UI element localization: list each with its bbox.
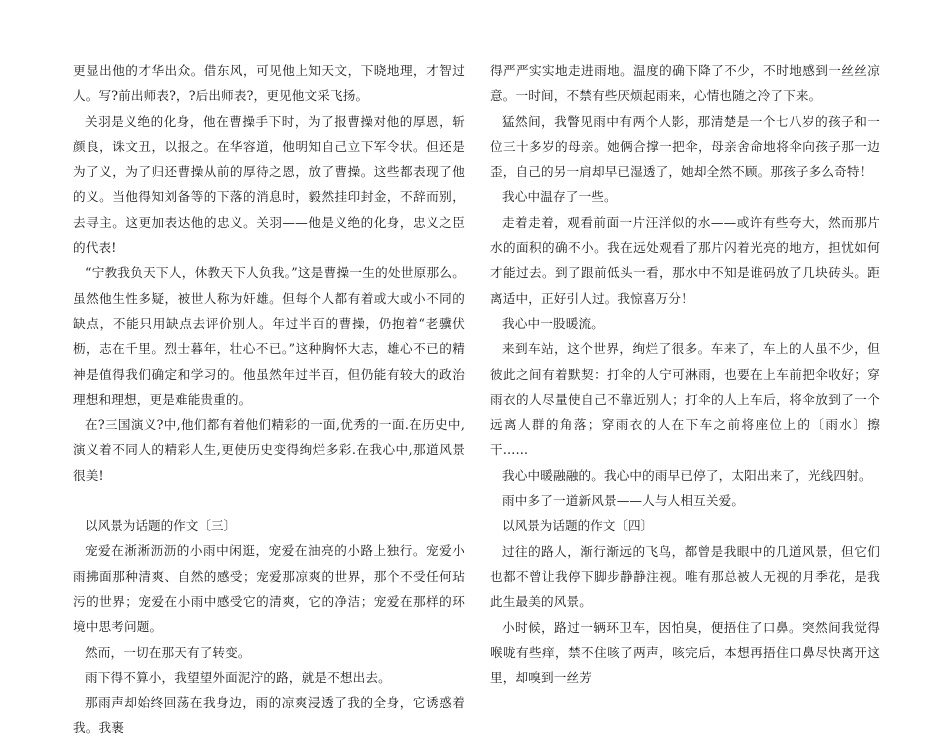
paragraph: 然而，一切在那天有了转变。	[85, 644, 251, 660]
right-column	[490, 58, 880, 690]
left-column	[73, 58, 465, 741]
paragraph: 走着走着，观看前面一片汪洋似的水——或许有些夸大，然而那片水的面积的确不小。我在远处观看了那片闪着光亮的地方，担忧如何才能过去。到了跟前低头一看，那水中不知是谁码放了几块砖头。距离适中，正好引人过。我惊喜万分！	[490, 214, 880, 306]
paragraph: 在?三国演义?中,他们都有着他们精彩的一面,优秀的一面.在历史中,演义着不同人的精彩人生,更使历史变得绚烂多彩.在我心中,那道风景很美!	[73, 417, 465, 483]
paragraph: 那雨声却始终回荡在我身边，雨的凉爽浸透了我的全身，它诱惑着我。我裹	[73, 695, 465, 736]
paragraph: 过往的路人，渐行渐远的飞鸟，都曾是我眼中的几道风景，但它们也都不曾让我停下脚步静静注视。唯有那总被人无视的月季花，是我此生最美的风景。	[490, 543, 880, 610]
paragraph: 我心中一股暖流。	[502, 315, 604, 331]
blank-line	[73, 488, 465, 513]
paragraph: 更显出他的才华出众。借东风，可见他上知天文，下晓地理，才智过人。写?前出师表?，?后出师表?，更见他文采飞扬。	[73, 63, 465, 104]
paragraph: 猛然间，我瞥见雨中有两个人影，那清楚是一个七八岁的孩子和一位三十多岁的母亲。她俩合撑一把伞，母亲舍命地将伞向孩子那一边歪，自己的另一肩却早已湿透了，她却全然不顾。那孩子多么奇特！	[490, 113, 880, 180]
paragraph: “宁教我负天下人，休教天下人负我。”这是曹操一生的处世原那么。虽然他生性多疑，被世人称为奸雄。但每个人都有着或大或小不同的缺点，不能只用缺点去评价别人。年过半百的曹操，仍抱着“老骥伏枥，志在千里。烈士暮年，壮心不已。”这种胸怀大志，雄心不已的精神是值得我们确定和学习的。他虽然年过半百，但仍能有较大的政治理想和理想，更是难能贵重的。	[73, 265, 465, 407]
paragraph: 宠爱在淅淅沥沥的小雨中闲逛，宠爱在油亮的小路上独行。宠爱小雨拂面那种清爽、自然的感受；宠爱那凉爽的世界，那个不受任何玷污的世界；宠爱在小雨中感受它的清爽，它的净洁；宠爱在那样的环境中思考问题。	[73, 543, 465, 635]
paragraph: 雨中多了一道新风景——人与人相互关爱。	[502, 493, 745, 509]
paragraph: 来到车站，这个世界，绚烂了很多。车来了，车上的人虽不少，但彼此之间有着默契：打伞的人宁可淋雨，也要在上车前把伞收好；穿雨衣的人尽量使自己不靠近别人；打伞的人上车后，将伞放到了一个远离人群的角落；穿雨衣的人在下车之前将座位上的〔雨水〕擦干……	[490, 341, 880, 458]
paragraph: 雨下得不算小，我望望外面泥泞的路，就是不想出去。	[85, 669, 391, 685]
paragraph: 我心中暖融融的。我心中的雨早已停了，太阳出来了，光线四射。	[502, 467, 872, 483]
paragraph: 关羽是义绝的化身，他在曹操手下时，为了报曹操对他的厚恩，斩颜良，诛文丑，以报之。在华容道，他明知自己立下军令状。但还是为了义，为了归还曹操从前的厚待之恩，放了曹操。这些都表现了他的义。当他得知刘备等的下落的消息时，毅然挂印封金，不辞而别，去寻主。这更加表达他的忠义。关羽——他是义绝的化身，忠义之臣的代表!	[73, 113, 465, 256]
paragraph: 我心中温存了一些。	[502, 189, 617, 205]
paragraph: 小时候，路过一辆环卫车，因怕臭，便捂住了口鼻。突然间我觉得喉咙有些痒，禁不住咳了两声，咳完后，本想再捂住口鼻尽快离开这里，却嗅到一丝芳	[490, 619, 880, 686]
essay-heading: 以风景为话题的作文〔四〕	[502, 518, 654, 534]
essay-heading: 以风景为话题的作文〔三〕	[85, 518, 237, 534]
paragraph: 得严严实实地走进雨地。温度的确下降了不少，不时地感到一丝丝凉意。一时间，不禁有些厌烦起雨来，心情也随之冷了下来。	[490, 63, 880, 104]
